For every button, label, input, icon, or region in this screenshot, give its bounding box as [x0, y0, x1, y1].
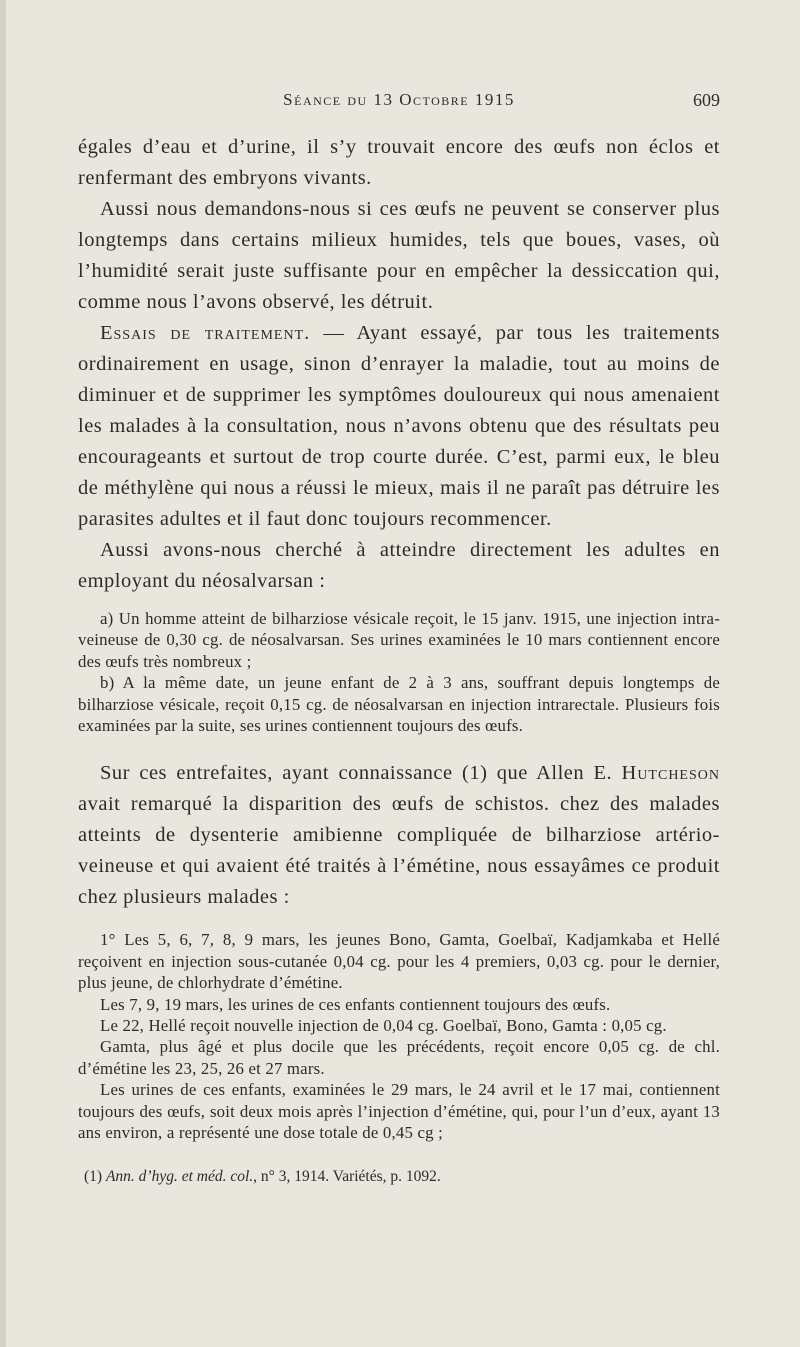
emetine-case-3: Le 22, Hellé reçoit nouvelle injection de 0,04 cg. Goelbaï, Bono, Gamta : 0,05 cg. — [100, 1016, 667, 1036]
paragraph-continuation: égales d’eau et d’urine, il s’y trouvait encore des œufs non éclos et renfermant des embryons vivants. — [78, 136, 720, 189]
paragraph-humid-media: Aussi nous demandons-nous si ces œufs ne peuvent se conserver plus longtemps dans certains milieux humides, tels que boues, vases, où l’humidité serait juste suffisante pour en empêcher la dessiccation qui, comme nous l’avons observé, les détruit. — [78, 198, 720, 313]
body-text — [78, 132, 720, 1188]
paragraph-neosalvarsan: Aussi avons-nous cherché à atteindre directement les adultes en employant du néosalvarsan : — [78, 539, 720, 592]
emetine-case-5: Les urines de ces enfants, examinées le 29 mars, le 24 avril et le 17 mai, contiennent toujours des œufs, soit deux mois après l’injection d’émétine, qui, pour l’un d’eux, ayant 13 ans environ, a représenté une dose totale de 0,45 cg ; — [78, 1080, 720, 1143]
emetine-case-1: 1° Les 5, 6, 7, 8, 9 mars, les jeunes Bono, Gamta, Goelbaï, Kadjamkaba et Hellé reçoivent en injection sous-cutanée 0,04 cg. pour les 4 premiers, 0,03 cg. pour le dernier, plus jeune, de chlorhydrate d’émétine. — [78, 930, 720, 993]
running-title: Séance du 13 Octobre 1915 — [283, 90, 515, 109]
paragraph-emetine-end: avait remarqué la disparition des œufs de schistos. chez des malades atteints de dysenterie amibienne compliquée de bilharziose artério-veineuse et qui avaient été traités à l’émétine, nous essayâmes ce produit chez plusieurs malades : — [78, 793, 720, 909]
paragraph-treatment-trials — [78, 318, 720, 535]
case-b: b) A la même date, un jeune enfant de 2 à 3 ans, souffrant depuis longtemps de bilharziose vésicale, reçoit 0,15 cg. de néosalvarsan en injection intrarectale. Plusieurs fois examinées par la suite, ses urines contiennent toujours des œufs. — [78, 673, 720, 736]
page-number: 609 — [693, 90, 720, 110]
footnote-marker: (1) — [84, 1167, 106, 1185]
paragraph-treatment-text: — Ayant essayé, par tous les traitements ordinairement en usage, sinon d’enrayer la maladie, tout au moins de diminuer et de supprimer les symptômes douloureux qui nous amenaient les malades à la consultation, nous n’avons obtenu que des résultats peu encourageants et surtout de trop courte durée. C’est, parmi eux, le bleu de méthylène qui nous a réussi le mieux, mais il ne paraît pas détruire les parasites adultes et il faut donc toujours recommencer. — [78, 322, 720, 530]
page-header — [78, 90, 720, 118]
section-heading: Essais de traitement. — [100, 322, 311, 344]
emetine-case-2: Les 7, 9, 19 mars, les urines de ces enfants contiennent toujours des œufs. — [100, 994, 611, 1014]
footnote-rest: , n° 3, 1914. Variétés, p. 1092. — [253, 1167, 441, 1185]
footnote — [78, 1166, 720, 1188]
footnote-source: Ann. d’hyg. et méd. col. — [105, 1167, 254, 1185]
emetine-case-4: Gamta, plus âgé et plus docile que les précédents, reçoit encore 0,05 cg. de chl. d’émétine les 23, 25, 26 et 27 mars. — [78, 1037, 720, 1078]
paragraph-emetine-start: Sur ces entrefaites, ayant connaissance (1) que Allen E. — [100, 762, 622, 785]
case-a: a) Un homme atteint de bilharziose vésicale reçoit, le 15 janv. 1915, une injection intra-veineuse de 0,30 cg. de néosalvarsan. Ses urines examinées le 10 mars contiennent encore des œufs très nombreux ; — [78, 609, 720, 671]
author-name: Hutcheson — [621, 762, 720, 785]
paragraph-emetine — [78, 758, 720, 913]
